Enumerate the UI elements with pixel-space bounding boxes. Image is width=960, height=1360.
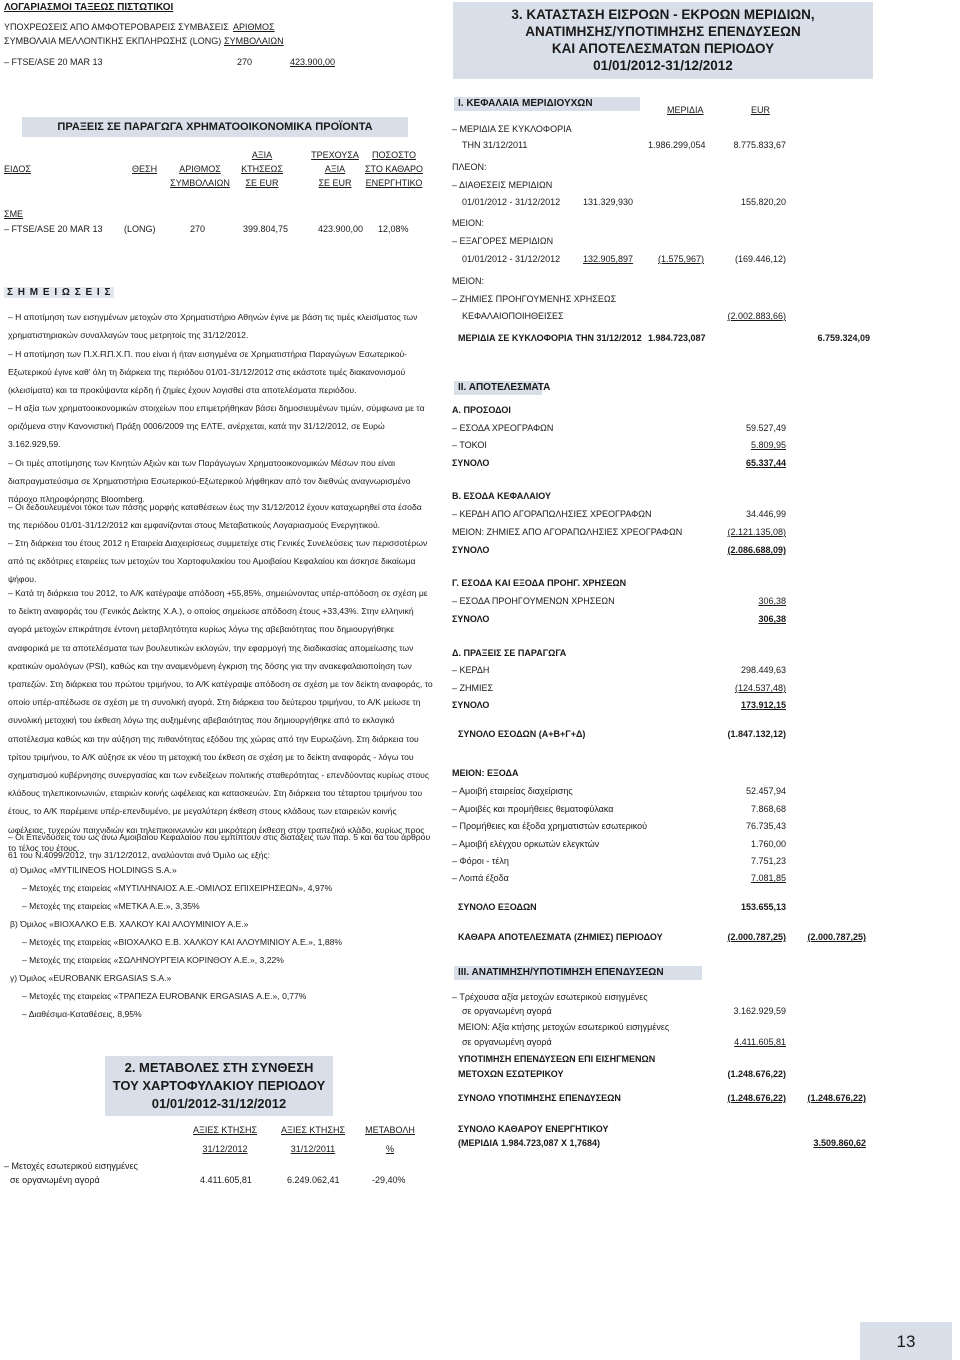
section2-title-line3: 01/01/2012-31/12/2012 xyxy=(151,1096,287,1111)
results-d-sum: ΣΥΝΟΛΟ xyxy=(452,700,490,710)
capital-title: Ι. ΚΕΦΑΛΑΙΑ ΜΕΡΙΔΙΟΥΧΩΝ xyxy=(458,98,593,109)
results-a-sum: ΣΥΝΟΛΟ xyxy=(452,458,490,468)
net-assets-value: 3.509.860,62 xyxy=(813,1138,866,1148)
reval-total-v1: (1.248.676,22) xyxy=(727,1093,786,1103)
note-5: – Οι τιμές αποτίμησης των Κινητών Αξιών και των Παράγωγων Χρηματοοικονομικών Μέσων που είναι διαπραγματεύσιμα σε Χρηματιστήρια Εσωτερικού-Εξωτερικού λήφθηκαν από τον διεθνώς αναγνωρισμένο πάροχο πληροφόρησης Bloomberg. xyxy=(8,458,411,505)
results-period: ΚΑΘΑΡΑ ΑΠΟΤΕΛΕΣΜΑΤΑ (ΖΗΜΙΕΣ) ΠΕΡΙΟΔΟΥ xyxy=(458,932,663,942)
note-6: – Οι δεδουλευμένοι τόκοι των πάσης μορφής καταθέσεων έως την 31/12/2012 έχουν καταχωρηθεί στα έσοδα της περιόδου 01/01-31/12/2012 και εμφανίζονται στους Μεταβατικούς Λογαριασμούς Ενεργητικού. xyxy=(8,502,422,531)
results-g1: – ΕΣΟΔΑ ΠΡΟΗΓΟΥΜΕΝΩΝ ΧΡΗΣΕΩΝ xyxy=(452,596,615,606)
note-1: – Η αποτίμηση των εισηγμένων μετοχών στο Χρηματιστήριο Αθηνών έγινε με βάση τις τιμές κλεισίματος των χρηματιστηριακών συναλλαγών τους μετρητοίς της 31/12/2012. xyxy=(8,312,418,341)
results-title: ΙΙ. ΑΠΟΤΕΛΕΣΜΑΤΑ xyxy=(458,382,551,393)
section3-title-line3: ΚΑΙ ΑΠΟΤΕΛΕΣΜΑΤΩΝ ΠΕΡΙΟΔΟΥ xyxy=(551,41,775,56)
results-g-sumv: 306,38 xyxy=(758,614,786,624)
results-b1: – ΚΕΡΔΗ ΑΠΟ ΑΓΟΡΑΠΩΛΗΣΙΕΣ ΧΡΕΟΓΡΑΦΩΝ xyxy=(452,509,652,519)
futures-row-value: 423.900,00 xyxy=(290,57,336,67)
s2-v3: -29,40% xyxy=(372,1175,406,1185)
results-g-title: Γ. ΕΣΟΔΑ ΚΑΙ ΕΞΟΔΑ ΠΡΟΗΓ. ΧΡΗΣΕΩΝ xyxy=(452,578,627,588)
col-trexousa-3: ΣΕ EUR xyxy=(318,178,352,188)
results-exp-sum: ΣΥΝΟΛΟ ΕΞΟΔΩΝ xyxy=(458,902,537,912)
note-8: – Κατά τη διάρκεια του 2012, το Α/Κ κατέγραψε απόδοση +55,85%, σημειώνοντας υπέρ-απόδοση σε σχέση με το δείκτη αναφοράς του (Γενικός Δείκτης Χ.Α.), ο οποίος σημείωσε απόδοση έτους +33,43%. Στην ελληνική αγορά μετοχών επικράτησε έντονη μεταβλητότητα κυρίως λόγω της αβεβαιότητας που δημιουργήθηκε αναφορικά με τα αποτελέσματα των βουλευτικών εκλογών, την εφαρμογή της διαδικασίας απομείωσης των κρατικών ομολόγων (PSI), καθώς και την αναμενόμενη έγκριση της δόσης για την ανακεφαλαιοποίηση των τραπεζών. Στη διάρκεια του πρώτου τριμήνου, το Α/Κ κατέγραψε απόδοση σε σχέση με τον δείκτη αναφοράς, το οποίο υπέρ-απέδωσε σε σχέση με τη συνολική αγορά. Στη διάρκεια του δεύτερου τριμήνου, το Α/Κ μείωσε τη συνολική μετοχική του έκθεση λόγω της αυξημένης αβεβαιότητας που δημιουργήθηκε από το εκλογικό αποτέλεσμα καθώς και την αύξηση της πιθανότητας εξόδου της χώρας από την Ευρωζώνη. Στη διάρκεια του τρίτου τριμήνου, το Α/Κ αύξησε εκ νέου τη μετοχική του έκθεση σε σχέση με το δείκτη αναφοράς - λόγω του σχηματισμού κυβέρνησης συνεργασίας και των ενδείξεων πολιτικής σταθερότητας - επενδύοντας κυρίως στους κλάδους τηλεπικοινωνιών, εταιριών κοινής ωφέλειας και κατασκευών. Στη διάρκεια του τέταρτου τριμήνου του έτους, το Α/Κ παρέμεινε υπέρ-επενδυμένο, με μεγαλύτερη έκθεση στους κλάδους των εταιρειών κοινής ωφέλειας, τυχερών παιχνιδιών και τηλεπικοινωνιών και μικρότερη έκθεση στον τραπεζικό κλάδο, κυρίως προς το τέλος του έτους. xyxy=(8,588,433,853)
expense-label-5: – Φόροι - τέλη xyxy=(452,856,509,866)
results-g1v: 306,38 xyxy=(758,596,786,606)
capital-total-eur: 6.759.324,09 xyxy=(817,333,870,343)
note-3 xyxy=(8,345,433,400)
results-period-v1: (2.000.787,25) xyxy=(727,932,786,942)
s2-h1a: ΑΞΙΕΣ ΚΤΗΣΗΣ xyxy=(192,1125,258,1135)
capital-r3b: 01/01/2012 - 31/12/2012 xyxy=(462,254,561,264)
capital-r1-units: 1.986.299,054 xyxy=(648,140,706,150)
note-2: – Η αποτίμηση των Π.Χ.Π. xyxy=(8,349,109,359)
derivatives-row-pct: 12,08% xyxy=(378,224,409,234)
results-b-title: Β. ΕΣΟΔΑ ΚΕΦΑΛΑΙΟΥ xyxy=(452,491,552,501)
results-income-totalv: (1.847.132,12) xyxy=(727,729,786,739)
results-b2: ΜΕΙΟΝ: ΖΗΜΙΕΣ ΑΠΟ ΑΓΟΡΑΠΩΛΗΣΙΕΣ ΧΡΕΟΓΡΑΦΩΝ xyxy=(452,527,683,537)
col-axia-2: ΚΤΗΣΕΩΣ xyxy=(241,164,283,174)
contracts-header-2: ΣΥΜΒΟΛΑΙΩΝ xyxy=(224,36,284,46)
derivatives-group: ΣΜΕ xyxy=(4,209,24,219)
results-a-sumv: 65.337,44 xyxy=(745,458,786,468)
results-b1v: 34.446,99 xyxy=(745,509,786,519)
note-7: – Στη διάρκεια του έτους 2012 η Εταιρεία Διαχειρίσεως συμμετείχε στις Γενικές Συνελεύσεις των περισσοτέρων από τις εκδότριες εταιρείες των μετοχών του Χαρτοφυλακίου του Αμοιβαίου Κεφαλαίου και άσκησε δικαίωμα ψήφου. xyxy=(8,538,428,585)
results-a-title: Α. ΠΡΟΣΟΔΟΙ xyxy=(452,405,511,415)
col-trexousa-2: ΑΞΙΑ xyxy=(324,164,346,174)
capital-r3-units: 132.905,897 xyxy=(583,254,634,264)
derivatives-row-eidos: – FTSE/ASE 20 MAR 13 xyxy=(4,224,103,234)
reval-r3v: (1.248.676,22) xyxy=(727,1069,786,1079)
section2-title xyxy=(105,1059,333,1113)
results-b-sum: ΣΥΝΟΛΟ xyxy=(452,545,490,555)
section3-title xyxy=(453,6,873,74)
reval-r1a: – Τρέχουσα αξία μετοχών εσωτερικού εισηγμένες xyxy=(452,992,648,1002)
contracts-header-1: ΑΡΙΘΜΟΣ xyxy=(233,22,275,32)
s2-row-label-2: σε οργανωμένη αγορά xyxy=(10,1175,100,1185)
capital-h-eur: EUR xyxy=(751,105,771,115)
col-pososto-2: ΣΤΟ ΚΑΘΑΡΟ xyxy=(364,164,424,174)
results-income-total: ΣΥΝΟΛΟ ΕΣΟΔΩΝ (Α+Β+Γ+Δ) xyxy=(458,729,586,739)
group-c-2: – Διαθέσιμα-Καταθέσεις, 8,95% xyxy=(22,1009,142,1019)
capital-r1-eur: 8.775.833,67 xyxy=(733,140,786,150)
results-d-title: Δ. ΠΡΑΞΕΙΣ ΣΕ ΠΑΡΑΓΩΓΑ xyxy=(452,648,567,658)
expense-label-3: – Προμήθειες και έξοδα χρηματιστών εσωτερικού xyxy=(452,821,648,831)
net-assets-line1: ΣΥΝΟΛΟ ΚΑΘΑΡΟΥ ΕΝΕΡΓΗΤΙΚΟΥ xyxy=(458,1124,609,1134)
capital-r2b: 01/01/2012 - 31/12/2012 xyxy=(462,197,561,207)
col-axia-3: ΣΕ EUR xyxy=(245,178,279,188)
results-a1: – ΕΣΟΔΑ ΧΡΕΟΓΡΑΦΩΝ xyxy=(452,423,554,433)
obligations-line: ΥΠΟΧΡΕΩΣΕΙΣ ΑΠΟ ΑΜΦΟΤΕΡΟΒΑΡΕΙΣ ΣΥΜΒΑΣΕΙΣ xyxy=(4,22,229,32)
capital-plus: ΠΛΕΟΝ: xyxy=(452,162,487,172)
results-period-v2: (2.000.787,25) xyxy=(807,932,866,942)
group-b-1: – Μετοχές της εταιρείας «ΒΙΟΧΑΛΚΟ Ε.Β. ΧΑΛΚΟΥ ΚΑΙ ΑΛΟΥΜΙΝΙΟΥ Α.Ε.», 1,88% xyxy=(22,937,343,947)
derivatives-row-cost: 399.804,75 xyxy=(243,224,289,234)
capital-r4b: ΚΕΦΑΛΑΙΟΠΟΙΗΘΕΙΣΕΣ xyxy=(462,311,564,321)
reval-r1v: 3.162.929,59 xyxy=(733,1006,786,1016)
group-a-1: – Μετοχές της εταιρείας «ΜΥΤΙΛΗΝΑΙΟΣ Α.Ε.-ΟΜΙΛΟΣ ΕΠΙΧΕΙΡΗΣΕΩΝ», 4,97% xyxy=(22,883,333,893)
capital-r3a: – ΕΞΑΓΟΡΕΣ ΜΕΡΙΔΙΩΝ xyxy=(452,236,554,246)
capital-r2-units: 131.329,930 xyxy=(583,197,634,207)
expense-value-6: 7.081,85 xyxy=(750,873,786,883)
capital-minus2: ΜΕΙΟΝ: xyxy=(452,276,485,286)
s2-h2a: ΑΞΙΕΣ ΚΤΗΣΗΣ xyxy=(280,1125,346,1135)
capital-r1a: – ΜΕΡΙΔΙΑ ΣΕ ΚΥΚΛΟΦΟΡΙΑ xyxy=(452,124,572,134)
capital-r3-units2: (1.575,967) xyxy=(658,254,705,264)
results-d2: – ΖΗΜΙΕΣ xyxy=(452,683,494,693)
capital-r2-eur: 155.820,20 xyxy=(740,197,786,207)
expense-value-2: 7.868,68 xyxy=(750,804,786,814)
note-4: – Η αξία των χρηματοοικονομικών στοιχείων που επιμετρήθηκαν βάσει δημοσιευμένων τιμών, σύμφωνα με τα οριζόμενα στην Κανονιστική Πράξη 0006/2009 της ΕΛΤΕ, ανέρχεται, κατά την 31/12/2012, σε Ευρώ 3.162.929,59. xyxy=(8,403,425,450)
section2-title-line1: 2. ΜΕΤΑΒΟΛΕΣ ΣΤΗ ΣΥΝΘΕΣΗ xyxy=(124,1060,314,1075)
s2-h3b: % xyxy=(385,1144,394,1154)
results-d1: – ΚΕΡΔΗ xyxy=(452,665,490,675)
derivatives-title: ΠΡΑΞΕΙΣ ΣΕ ΠΑΡΑΓΩΓΑ ΧΡΗΜΑΤΟΟΙΚΟΝΟΜΙΚΑ ΠΡΟΪΟΝΤΑ xyxy=(57,121,373,133)
expense-label-2: – Αμοιβές και προμήθειες θεματοφύλακα xyxy=(452,804,614,814)
notes-title: Σ Η Μ Ε Ι Ω Σ Ε Ι Σ xyxy=(4,287,114,298)
capital-r4a: – ΖΗΜΙΕΣ ΠΡΟΗΓΟΥΜΕΝΗΣ ΧΡΗΣΕΩΣ xyxy=(452,294,617,304)
results-a2: – ΤΟΚΟΙ xyxy=(452,440,487,450)
col-thesi: ΘΕΣΗ xyxy=(132,164,158,174)
net-assets-line2: (ΜΕΡΙΔΙΑ 1.984.723,087 Χ 1,7684) xyxy=(458,1138,601,1148)
col-axia-1: ΑΞΙΑ xyxy=(251,150,273,160)
results-d1v: 298.449,63 xyxy=(740,665,786,675)
results-d-sumv: 173.912,15 xyxy=(740,700,786,710)
derivatives-row-thesi: (LONG) xyxy=(124,224,156,234)
results-b2v: (2.121.135,08) xyxy=(727,527,786,537)
group-a: α) Όμιλος «MYTILINEOS HOLDINGS S.A.» xyxy=(10,865,177,875)
reval-r1b: σε οργανωμένη αγορά xyxy=(462,1006,552,1016)
reval-r2a: ΜΕΙΟΝ: Αξία κτήσης μετοχών εσωτερικού εισηγμένες xyxy=(458,1022,670,1032)
s2-h3a: ΜΕΤΑΒΟΛΗ xyxy=(365,1125,415,1135)
group-b-2: – Μετοχές της εταιρείας «ΣΩΛΗΝΟΥΡΓΕΙΑ ΚΟΡΙΝΘΟΥ Α.Ε.», 3,22% xyxy=(22,955,284,965)
col-eidos: ΕΙΔΟΣ xyxy=(4,164,31,174)
revaluation-title: ΙΙΙ. ΑΝΑΤΙΜΗΣΗ/ΥΠΟΤΙΜΗΣΗ ΕΠΕΝΔΥΣΕΩΝ xyxy=(458,967,664,978)
futures-row-count: 270 xyxy=(237,57,253,67)
memo-accounts-heading: ΛΟΓΑΡΙΑΣΜΟΙ ΤΑΞΕΩΣ ΠΙΣΤΩΤΙΚΟΙ xyxy=(4,2,174,13)
expense-label-1: – Αμοιβή εταιρείας διαχείρισης xyxy=(452,786,573,796)
results-b-sumv: (2.086.688,09) xyxy=(727,545,786,555)
col-arithmos-2: ΣΥΜΒΟΛΑΙΩΝ xyxy=(170,178,230,188)
expense-label-6: – Λοιπά έξοδα xyxy=(452,873,509,883)
reval-r3a: ΥΠΟΤΙΜΗΣΗ ΕΠΕΝΔΥΣΕΩΝ ΕΠΙ ΕΙΣΗΓΜΕΝΩΝ xyxy=(458,1054,656,1064)
note-3-text: – Π.Χ.Π. που είναι ή ήταν εισηγμένα σε Χρηματιστήρια Παραγώγων Εσωτερικού-Εξωτερικού έγινε καθ' όλη τη διάρκεια της περιόδου 01/01-31/12/2012 στις εκάστοτε τιμές διακανονισμού (κλεισίματα) και τα προκύψαντα κέρδη ή ζημίες έχουν λογισθεί στα αποτελέσματα περιόδου. xyxy=(8,349,408,396)
expense-value-4: 1.760,00 xyxy=(750,839,786,849)
capital-r2a: – ΔΙΑΘΕΣΕΙΣ ΜΕΡΙΔΙΩΝ xyxy=(452,180,553,190)
futures-row-label: – FTSE/ASE 20 MAR 13 xyxy=(4,57,103,67)
group-a-2: – Μετοχές της εταιρείας «ΜΕΤΚΑ Α.Ε.», 3,35% xyxy=(22,901,200,911)
expense-value-3: 76.735,43 xyxy=(745,821,786,831)
reval-r2b: σε οργανωμένη αγορά xyxy=(462,1037,552,1047)
derivatives-row-count: 270 xyxy=(190,224,206,234)
results-a1v: 59.527,49 xyxy=(745,423,786,433)
s2-h2b: 31/12/2011 xyxy=(290,1144,336,1154)
section3-title-line1: 3. ΚΑΤΑΣΤΑΣΗ ΕΙΣΡΟΩΝ - ΕΚΡΟΩΝ ΜΕΡΙΔΙΩΝ, xyxy=(511,7,815,22)
reval-total-v2: (1.248.676,22) xyxy=(807,1093,866,1103)
expense-label-4: – Αμοιβή ελέγχου ορκωτών ελεγκτών xyxy=(452,839,600,849)
s2-v1: 4.411.605,81 xyxy=(200,1175,252,1185)
capital-total-label: ΜΕΡΙΔΙΑ ΣΕ ΚΥΚΛΟΦΟΡΙΑ ΤΗΝ 31/12/2012 xyxy=(458,333,642,343)
reval-total-label: ΣΥΝΟΛΟ ΥΠΟΤΙΜΗΣΗΣ ΕΠΕΝΔΥΣΕΩΝ xyxy=(458,1093,621,1103)
reval-r2v: 4.411.605,81 xyxy=(734,1037,786,1047)
expense-value-1: 52.457,94 xyxy=(745,786,786,796)
capital-r3-eur: (169.446,12) xyxy=(734,254,786,264)
capital-r4-eur: (2.002.883,66) xyxy=(727,311,786,321)
section3-title-line4: 01/01/2012-31/12/2012 xyxy=(593,58,733,73)
capital-h-meridia: ΜΕΡΙΔΙΑ xyxy=(667,105,704,115)
s2-row-label-1: – Μετοχές εσωτερικού εισηγμένες xyxy=(4,1161,138,1171)
capital-minus1: ΜΕΙΟΝ: xyxy=(452,218,485,228)
group-c-1: – Μετοχές της εταιρείας «ΤΡΑΠΕΖΑ EUROBANK ERGASIAS Α.Ε.», 0,77% xyxy=(22,991,307,1001)
futures-line: ΣΥΜΒΟΛΑΙΑ ΜΕΛΛΟΝΤΙΚΗΣ ΕΚΠΛΗΡΩΣΗΣ (LONG) xyxy=(4,36,222,46)
group-b: β) Όμιλος «ΒΙΟΧΑΛΚΟ Ε.Β. ΧΑΛΚΟΥ ΚΑΙ ΑΛΟΥΜΙΝΙΟΥ Α.Ε.» xyxy=(10,919,249,929)
col-arithmos-1: ΑΡΙΘΜΟΣ xyxy=(179,164,221,174)
results-exp-title: ΜΕΙΟΝ: ΕΞΟΔΑ xyxy=(452,768,519,778)
expense-value-5: 7.751,23 xyxy=(750,856,786,866)
results-exp-sumv: 153.655,13 xyxy=(740,902,786,912)
capital-r1b: ΤΗΝ 31/12/2011 xyxy=(462,140,528,150)
page-number: 13 xyxy=(896,1332,916,1351)
section3-title-line2: ΑΝΑΤΙΜΗΣΗΣ/ΥΠΟΤΙΜΗΣΗΣ ΕΠΕΝΔΥΣΕΩΝ xyxy=(525,24,801,39)
group-c: γ) Όμιλος «EUROBANK ERGASIAS S.A.» xyxy=(10,973,172,983)
results-d2v: (124.537,48) xyxy=(734,683,786,693)
col-pososto-3: ΕΝΕΡΓΗΤΙΚΟ xyxy=(365,178,423,188)
section2-title-line2: ΤΟΥ ΧΑΡΤΟΦΥΛΑΚΙΟΥ ΠΕΡΙΟΔΟΥ xyxy=(112,1078,326,1093)
s2-h1b: 31/12/2012 xyxy=(202,1144,248,1154)
results-g-sum: ΣΥΝΟΛΟ xyxy=(452,614,490,624)
note-9: – Οι Επενδύσεις του ως άνω Αμοιβαίου Κεφαλαίου που εμπίπτουν στις διατάξεις των παρ. 5 και 6α του άρθρου 61 του Ν.4099/2012, την 31/12/2012, αναλύονται ανά Όμιλο ως εξής: xyxy=(8,832,431,861)
col-trexousa-1: ΤΡΕΧΟΥΣΑ xyxy=(311,150,359,160)
derivatives-row-value: 423.900,00 xyxy=(318,224,364,234)
capital-total-units: 1.984.723,087 xyxy=(648,333,706,343)
s2-v2: 6.249.062,41 xyxy=(287,1175,340,1185)
col-pososto-1: ΠΟΣΟΣΤΟ xyxy=(372,150,416,160)
results-a2v: 5.809,95 xyxy=(750,440,786,450)
reval-r3b: ΜΕΤΟΧΩΝ ΕΣΩΤΕΡΙΚΟΥ xyxy=(458,1069,564,1079)
